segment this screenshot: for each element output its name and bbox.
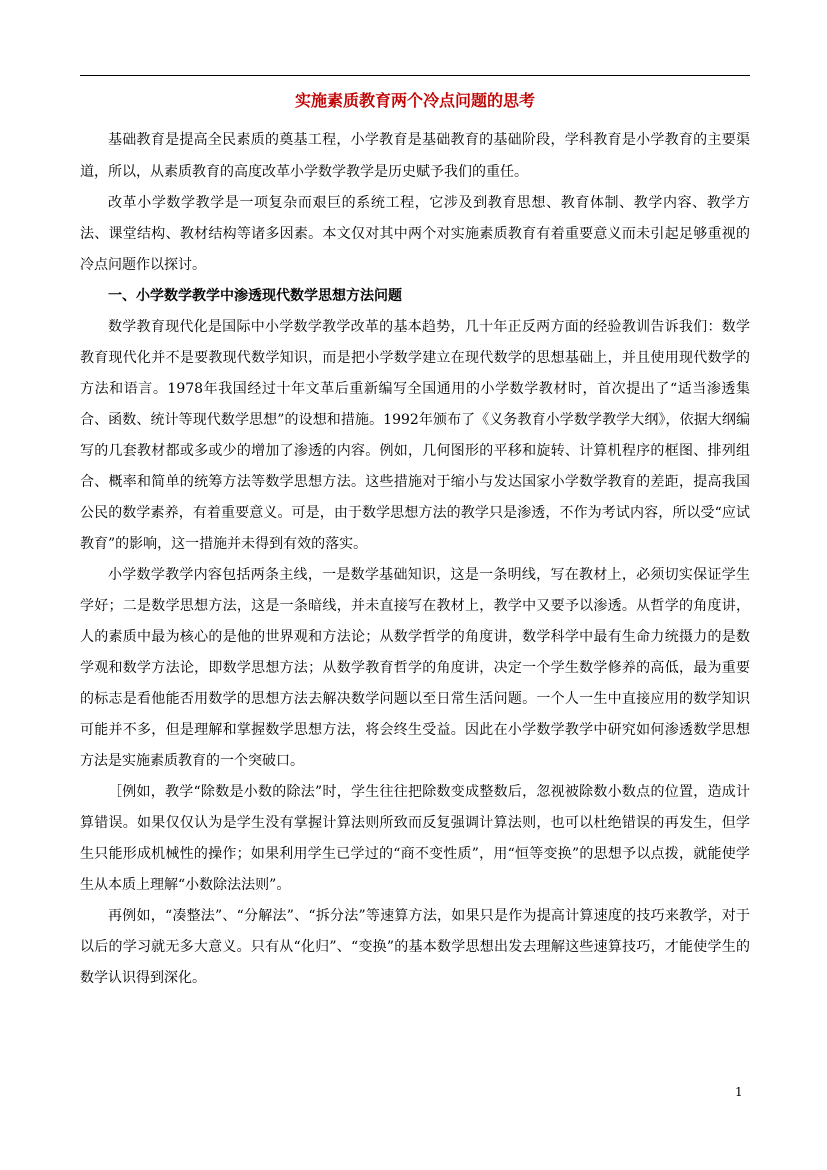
section-paragraph-1: 数学教育现代化是国际中小学数学教学改革的基本趋势，几十年正反两方面的经验教训告诉我们：数学教育现代化并不是要教现代数学知识，而是把小学数学建立在现代数学的思想基础上，并且使用现代数学的方法和语言。1978年我国经过十年文革后重新编写全国通用的小学数学教材时，首次提出了“适当渗透集合、函数、统计等现代数学思想”的设想和措施。1992年颁布了《义务教育小学数学教学大纲》，依据大纲编写的几套教材都或多或少的增加了渗透的内容。例如，几何图形的平移和旋转、计算机程序的框图、排列组合、概率和简单的统筹方法等数学思想方法。这些措施对于缩小与发达国家小学数学教育的差距，提高我国公民的数学素养，有着重要意义。可是，由于数学思想方法的教学只是渗透，不作为考试内容，所以受“应试教育”的影响，这一措施并未得到有效的落实。 (80, 319, 750, 552)
section-heading: 一、小学数学教学中渗透现代数学思想方法问题 (108, 288, 402, 304)
document-title: 实施素质教育两个冷点问题的思考 (294, 91, 535, 110)
section-paragraph-4: 再例如，“凑整法”、“分解法”、“拆分法”等速算方法，如果只是作为提高计算速度的技巧来教学，对于以后的学习就无多大意义。只有从“化归”、“变换”的基本数学思想出发去理解这些速算技巧，才能使学生的数学认识得到深化。 (80, 908, 750, 986)
header-rule (80, 75, 750, 76)
page-number: 1 (735, 1085, 743, 1099)
intro-paragraph-1: 基础教育是提高全民素质的奠基工程，小学教育是基础教育的基础阶段，学科教育是小学教育的主要渠道，所以，从素质教育的高度改革小学数学教学是历史赋予我们的重任。 (80, 132, 750, 180)
section-paragraph-3: ［例如，教学“除数是小数的除法”时，学生往往把除数变成整数后，忽视被除数小数点的位置，造成计算错误。如果仅仅认为是学生没有掌握计算法则所致而反复强调计算法则，也可以杜绝错误的再发生，但学生只能形成机械性的操作；如果利用学生已学过的“商不变性质”，用“恒等变换”的思想予以点拨，就能使学生从本质上理解“小数除法法则”。 (80, 784, 750, 893)
section-paragraph-2: 小学数学教学内容包括两条主线，一是数学基础知识，这是一条明线，写在教材上，必须切实保证学生学好；二是数学思想方法，这是一条暗线，并未直接写在教材上，教学中又要予以渗透。从哲学的角度讲，人的素质中最为核心的是他的世界观和方法论；从数学哲学的角度讲，数学科学中最有生命力统摄力的是数学观和数学方法论，即数学思想方法；从数学教育哲学的角度讲，决定一个学生数学修养的高低，最为重要的标志是看他能否用数学的思想方法去解决数学问题以至日常生活问题。一个人一生中直接应用的数学知识可能并不多，但是理解和掌握数学思想方法，将会终生受益。因此在小学数学教学中研究如何渗透数学思想方法是实施素质教育的一个突破口。 (80, 567, 750, 769)
document-body (80, 124, 750, 994)
intro-paragraph-2: 改革小学数学教学是一项复杂而艰巨的系统工程，它涉及到教育思想、教育体制、教学内容、教学方法、课堂结构、教材结构等诸多因素。本文仅对其中两个对实施素质教育有着重要意义而未引起足够重视的冷点问题作以探讨。 (80, 195, 750, 273)
